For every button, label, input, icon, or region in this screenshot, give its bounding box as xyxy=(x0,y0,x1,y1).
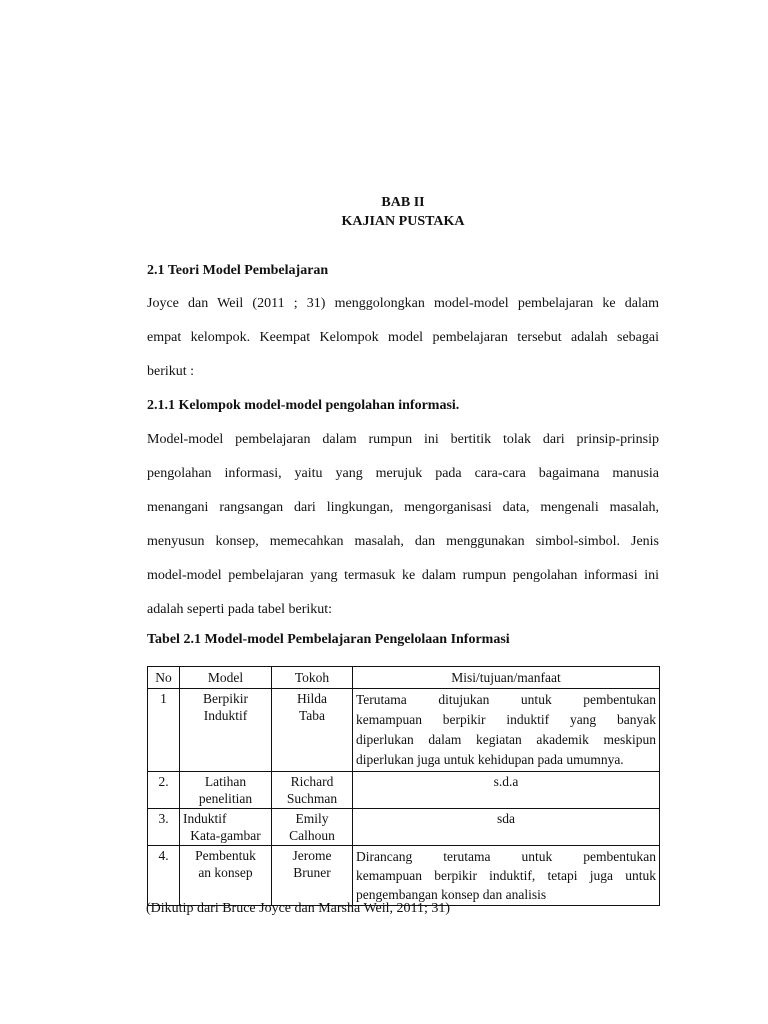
table-title: Tabel 2.1 Model-model Pembelajaran Pengelolaan Informasi xyxy=(147,632,510,647)
cell-no: 4. xyxy=(148,846,180,906)
section-2-1-paragraph xyxy=(147,295,659,397)
cell-model: Latihan penelitian xyxy=(180,772,272,809)
cell-tokoh: Hilda Taba xyxy=(272,689,353,772)
cell-model: Pembentuk an konsep xyxy=(180,846,272,906)
table-row xyxy=(148,809,660,846)
paragraph-line: Joyce dan Weil (2011 ; 31) menggolongkan model-model pembelajaran ke dalam xyxy=(147,296,659,311)
chapter-title: KAJIAN PUSTAKA xyxy=(341,214,465,229)
section-2-1-1-paragraph xyxy=(147,431,659,635)
table-row xyxy=(148,689,660,772)
cell-misi: s.d.a xyxy=(353,772,660,809)
paragraph-line: menangani rangsangan dari lingkungan, mengorganisasi data, mengenali masalah, xyxy=(147,500,659,515)
cell-no: 3. xyxy=(148,809,180,846)
models-table xyxy=(147,666,660,906)
table-row xyxy=(148,772,660,809)
cell-misi: sda xyxy=(353,809,660,846)
section-heading-2-1: 2.1 Teori Model Pembelajaran xyxy=(147,263,329,278)
cell-no: 1 xyxy=(148,689,180,772)
cell-tokoh: Emily Calhoun xyxy=(272,809,353,846)
header-model: Model xyxy=(180,667,272,689)
header-tokoh: Tokoh xyxy=(272,667,353,689)
table-source-note: (Dikutip dari Bruce Joyce dan Marsha Weil, 2011; 31) xyxy=(146,901,451,916)
table-header-row xyxy=(148,667,660,689)
cell-misi: Dirancang terutama untuk pembentukan kemampuan berpikir induktif, tetapi juga untuk pengembangan konsep dan analisis xyxy=(353,846,660,906)
paragraph-line: berikut : xyxy=(147,364,195,379)
cell-no: 2. xyxy=(148,772,180,809)
paragraph-line: adalah seperti pada tabel berikut: xyxy=(147,602,333,617)
header-misi: Misi/tujuan/manfaat xyxy=(353,667,660,689)
paragraph-line: menyusun konsep, memecahkan masalah, dan menggunakan simbol-simbol. Jenis xyxy=(147,534,659,549)
section-heading-2-1-1: 2.1.1 Kelompok model-model pengolahan informasi. xyxy=(147,398,460,413)
cell-misi: Terutama ditujukan untuk pembentukan kemampuan berpikir induktif yang banyak diperlukan dalam kegiatan akademik meskipun diperlukan juga untuk kehidupan pada umumnya. xyxy=(353,689,660,772)
cell-tokoh: Richard Suchman xyxy=(272,772,353,809)
paragraph-line: empat kelompok. Keempat Kelompok model pembelajaran tersebut adalah sebagai xyxy=(147,330,659,345)
cell-tokoh: Jerome Bruner xyxy=(272,846,353,906)
header-no: No xyxy=(148,667,180,689)
cell-model: Berpikir Induktif xyxy=(180,689,272,772)
chapter-number: BAB II xyxy=(381,195,425,210)
paragraph-line: model-model pembelajaran yang termasuk ke dalam rumpun pengolahan informasi ini xyxy=(147,568,659,583)
cell-model: Induktif Kata-gambar xyxy=(180,809,272,846)
table-row xyxy=(148,846,660,906)
paragraph-line: pengolahan informasi, yaitu yang merujuk pada cara-cara bagaimana manusia xyxy=(147,466,659,481)
paragraph-line: Model-model pembelajaran dalam rumpun ini bertitik tolak dari prinsip-prinsip xyxy=(147,432,659,447)
